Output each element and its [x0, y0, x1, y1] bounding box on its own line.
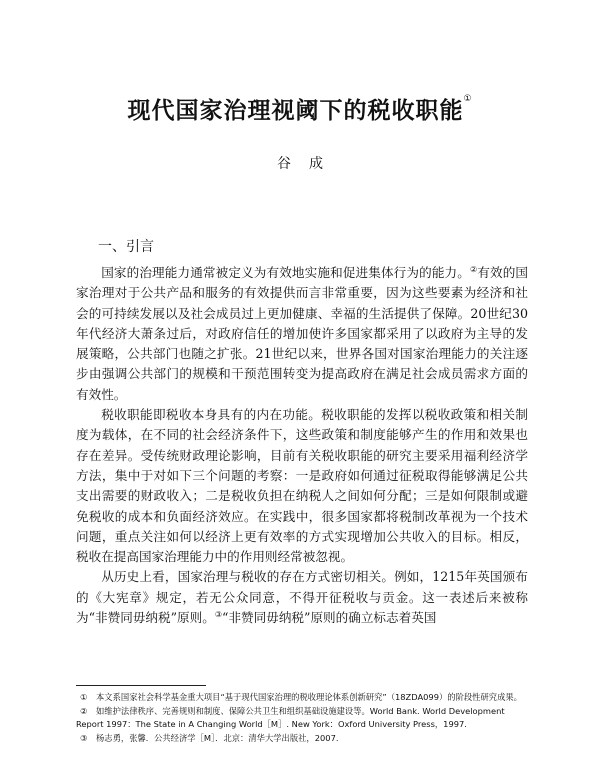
footnote-text: 杨志勇，张馨．公共经济学［M］．北京：清华大学出版社，2007.: [96, 732, 339, 743]
paper-title: [0, 92, 600, 125]
footnote-number: ③: [80, 732, 88, 743]
paragraph-1-text-a: 国家的治理能力通常被定义为有效地实施和促进集体行为的能力。: [101, 265, 470, 280]
footnote-text: 本文系国家社会科学基金重大项目“基于现代国家治理的税收理论体系创新研究”（18ZDA099）的阶段性研究成果。: [96, 692, 522, 702]
section-heading-introduction: 一、引言: [98, 239, 154, 255]
paragraph-1: [76, 263, 528, 405]
footnote-divider: [76, 685, 206, 686]
footnote-2: [76, 705, 528, 732]
paragraph-3-text-a: 从历史上看，国家治理与税收的存在方式密切相关。例如，1215年英国颁布的《大宪章》规定，若无公众同意，不得开征税收与贡金。这一表述后来被称为“非赞同毋纳税”原则。: [76, 569, 528, 626]
footnote-number: ②: [80, 705, 88, 716]
footnote-marker-2[interactable]: ②: [469, 264, 478, 274]
title-footnote-marker[interactable]: ①: [463, 94, 473, 104]
footnote-number: ①: [80, 692, 88, 702]
paragraph-3: [76, 567, 528, 628]
paragraph-1-text-b: 有效的国家治理对于公共产品和服务的有效提供而言非常重要，因为这些要素为经济和社会的可持续发展以及社会成员过上更加健康、幸福的生活提供了保障。20世纪30年代经济大萧条过后，对政府信任的增加使许多国家都采用了以政府为主导的发展策略，公共部门也随之扩张。21世纪以来，世界各国对国家治理能力的关注逐步由强调公共部门的规模和干预范围转变为提高政府在满足社会成员需求方面的有效性。: [76, 265, 529, 402]
body-text: [76, 263, 528, 628]
footnote-marker-3[interactable]: ③: [214, 609, 222, 619]
paragraph-2: [76, 405, 528, 567]
footnote-text: 如维护法律秩序、完善规则和制度、保障公共卫生和组织基础设施建设等。World Bank. World Development Report 1997：The State in A Changing World［M］. New York：Oxford University Press，1997.: [76, 705, 505, 729]
footnotes: [76, 691, 528, 745]
author-name: 谷成: [277, 156, 341, 172]
title-text: 现代国家治理视阈下的税收职能: [127, 98, 464, 124]
paragraph-2-text: 税收职能即税收本身具有的内在功能。税收职能的发挥以税收政策和相关制度为载体，在不同的社会经济条件下，这些政策和制度能够产生的作用和效果也存在差异。受传统财政理论影响，目前有关税收职能的研究主要采用福利经济学方法，集中于对如下三个问题的考察：一是政府如何通过征税取得能够满足公共支出需要的财政收入；二是税收负担在纳税人之间如何分配；三是如何限制或避免税收的成本和负面经济效应。在实践中，很多国家都将税制改革视为一个技术问题，重点关注如何以经济上更有效率的方式实现增加公共收入的目标。相反，税收在提高国家治理能力中的作用则经常被忽视。: [76, 407, 528, 565]
footnote-3: [76, 732, 528, 746]
paragraph-3-text-b: “非赞同毋纳税”原则的确立标志着英国: [222, 610, 437, 626]
footnote-1: [76, 691, 528, 705]
